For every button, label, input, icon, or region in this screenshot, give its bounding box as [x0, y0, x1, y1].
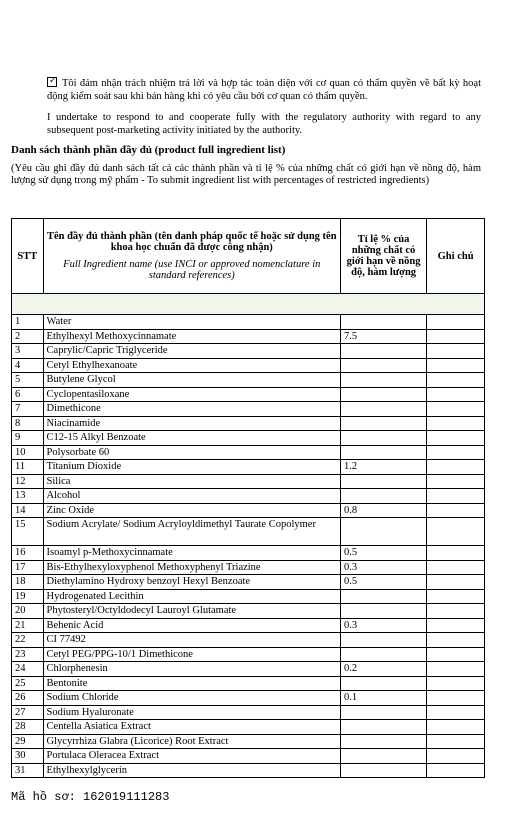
cell-ingredient-name: Silica	[43, 474, 340, 489]
table-row	[12, 676, 485, 691]
cell-stt: 27	[12, 705, 44, 720]
cell-percentage	[340, 763, 426, 778]
cell-percentage	[340, 445, 426, 460]
cell-ingredient-name: Alcohol	[43, 489, 340, 504]
section-title: Danh sách thành phần đầy đủ (product full ingredient list)	[11, 144, 286, 156]
cell-percentage	[340, 676, 426, 691]
cell-note	[427, 734, 485, 749]
cell-ingredient-name: Ethylhexyl Methoxycinnamate	[43, 329, 340, 344]
cell-percentage: 0.5	[340, 546, 426, 561]
cell-note	[427, 445, 485, 460]
cell-percentage: 7.5	[340, 329, 426, 344]
cell-stt: 2	[12, 329, 44, 344]
table-row	[12, 387, 485, 402]
cell-stt: 12	[12, 474, 44, 489]
cell-percentage	[340, 387, 426, 402]
dossier-number: Mã hồ sơ: 162019111283	[11, 790, 170, 804]
cell-note	[427, 705, 485, 720]
cell-percentage: 1.2	[340, 460, 426, 475]
cell-stt: 30	[12, 749, 44, 764]
cell-stt: 20	[12, 604, 44, 619]
cell-ingredient-name: Hydrogenated Lecithin	[43, 589, 340, 604]
cell-stt: 6	[12, 387, 44, 402]
cell-ingredient-name: C12-15 Alkyl Benzoate	[43, 431, 340, 446]
cell-note	[427, 749, 485, 764]
cell-note	[427, 763, 485, 778]
cell-note	[427, 589, 485, 604]
cell-ingredient-name: Butylene Glycol	[43, 373, 340, 388]
table-row	[12, 402, 485, 417]
cell-ingredient-name: Ethylhexylglycerin	[43, 763, 340, 778]
table-row	[12, 431, 485, 446]
table-row	[12, 575, 485, 590]
table-row	[12, 647, 485, 662]
cell-note	[427, 503, 485, 518]
cell-percentage	[340, 315, 426, 330]
cell-percentage: 0.5	[340, 575, 426, 590]
cell-note	[427, 315, 485, 330]
cell-percentage	[340, 489, 426, 504]
header-pct: Tỉ lệ % của những chất có giới hạn về nồng độ, hàm lượng	[340, 219, 426, 294]
cell-percentage	[340, 749, 426, 764]
cell-ingredient-name: Caprylic/Capric Triglyceride	[43, 344, 340, 359]
cell-ingredient-name: Cyclopentasiloxane	[43, 387, 340, 402]
cell-stt: 10	[12, 445, 44, 460]
cell-note	[427, 402, 485, 417]
section-note: (Yêu cầu ghi đầy đủ danh sách tất cả các thành phần và tỉ lệ % của những chất có giới hạn về nồng độ, hàm lượng sử dụng trong mỹ phẩm - To submit ingredient list with percentages of restricted ingredients)	[11, 163, 481, 186]
table-row	[12, 604, 485, 619]
cell-stt: 26	[12, 691, 44, 706]
cell-note	[427, 344, 485, 359]
cell-stt: 16	[12, 546, 44, 561]
cell-percentage	[340, 518, 426, 546]
header-name-vi: Tên đầy đủ thành phần (tên danh pháp quốc tế hoặc sử dụng tên khoa học chuẩn đã được công nhận)	[46, 231, 337, 253]
cell-note	[427, 633, 485, 648]
cell-note	[427, 720, 485, 735]
cell-note	[427, 604, 485, 619]
cell-ingredient-name: Bis-Ethylhexyloxyphenol Methoxyphenyl Triazine	[43, 560, 340, 575]
cell-ingredient-name: Portulaca Oleracea Extract	[43, 749, 340, 764]
cell-percentage	[340, 734, 426, 749]
cell-stt: 5	[12, 373, 44, 388]
cell-percentage	[340, 402, 426, 417]
table-row	[12, 691, 485, 706]
cell-percentage	[340, 344, 426, 359]
table-row	[12, 662, 485, 677]
cell-stt: 31	[12, 763, 44, 778]
cell-note	[427, 387, 485, 402]
cell-note	[427, 546, 485, 561]
cell-stt: 19	[12, 589, 44, 604]
cell-percentage: 0.1	[340, 691, 426, 706]
cell-note	[427, 560, 485, 575]
cell-percentage: 0.3	[340, 618, 426, 633]
cell-ingredient-name: Water	[43, 315, 340, 330]
cell-note	[427, 575, 485, 590]
cell-percentage	[340, 647, 426, 662]
cell-note	[427, 518, 485, 546]
cell-ingredient-name: Glycyrrhiza Glabra (Licorice) Root Extract	[43, 734, 340, 749]
table-row	[12, 560, 485, 575]
cell-ingredient-name: Cetyl Ethylhexanoate	[43, 358, 340, 373]
table-row	[12, 763, 485, 778]
cell-stt: 9	[12, 431, 44, 446]
cell-ingredient-name: Polysorbate 60	[43, 445, 340, 460]
cell-ingredient-name: Sodium Chloride	[43, 691, 340, 706]
cell-note	[427, 618, 485, 633]
table-row	[12, 749, 485, 764]
cell-note	[427, 358, 485, 373]
cell-stt: 23	[12, 647, 44, 662]
cell-note	[427, 431, 485, 446]
cell-percentage	[340, 431, 426, 446]
cell-percentage	[340, 720, 426, 735]
table-row	[12, 344, 485, 359]
cell-ingredient-name: Zinc Oxide	[43, 503, 340, 518]
cell-note	[427, 647, 485, 662]
declaration-vi-text: Tôi đảm nhận trách nhiệm trả lời và hợp tác toàn diện với cơ quan có thẩm quyền về bất kỳ hoạt động kiểm soát sau khi bán hàng khi có yêu cầu bởi cơ quan có thẩm quyền.	[47, 78, 481, 102]
cell-ingredient-name: Diethylamino Hydroxy benzoyl Hexyl Benzoate	[43, 575, 340, 590]
cell-ingredient-name: Cetyl PEG/PPG-10/1 Dimethicone	[43, 647, 340, 662]
cell-stt: 4	[12, 358, 44, 373]
table-row	[12, 589, 485, 604]
cell-percentage	[340, 373, 426, 388]
cell-stt: 7	[12, 402, 44, 417]
cell-stt: 14	[12, 503, 44, 518]
cell-note	[427, 373, 485, 388]
table-row	[12, 329, 485, 344]
cell-stt: 21	[12, 618, 44, 633]
cell-percentage: 0.3	[340, 560, 426, 575]
header-name-en: Full Ingredient name (use INCI or approved nomenclature in standard references)	[63, 259, 321, 281]
cell-ingredient-name: Behenic Acid	[43, 618, 340, 633]
table-row	[12, 633, 485, 648]
table-row	[12, 618, 485, 633]
cell-ingredient-name: Centella Asiatica Extract	[43, 720, 340, 735]
cell-ingredient-name: Dimethicone	[43, 402, 340, 417]
cell-stt: 8	[12, 416, 44, 431]
cell-stt: 28	[12, 720, 44, 735]
cell-note	[427, 691, 485, 706]
table-row	[12, 445, 485, 460]
table-row	[12, 315, 485, 330]
table-row	[12, 705, 485, 720]
cell-ingredient-name: Titanium Dioxide	[43, 460, 340, 475]
table-row	[12, 416, 485, 431]
cell-stt: 22	[12, 633, 44, 648]
cell-ingredient-name: Niacinamide	[43, 416, 340, 431]
cell-stt: 3	[12, 344, 44, 359]
table-row	[12, 546, 485, 561]
table-row	[12, 489, 485, 504]
cell-stt: 15	[12, 518, 44, 546]
table-row	[12, 460, 485, 475]
cell-percentage	[340, 589, 426, 604]
table-row	[12, 734, 485, 749]
cell-ingredient-name: Bentonite	[43, 676, 340, 691]
table-row	[12, 373, 485, 388]
cell-percentage: 0.2	[340, 662, 426, 677]
declaration-vi	[47, 77, 481, 103]
cell-note	[427, 474, 485, 489]
cell-stt: 11	[12, 460, 44, 475]
cell-stt: 25	[12, 676, 44, 691]
cell-stt: 24	[12, 662, 44, 677]
cell-ingredient-name: Isoamyl p-Methoxycinnamate	[43, 546, 340, 561]
table-row	[12, 474, 485, 489]
cell-percentage	[340, 705, 426, 720]
header-note: Ghi chú	[427, 219, 485, 294]
header-stt: STT	[12, 219, 44, 294]
cell-percentage	[340, 474, 426, 489]
cell-note	[427, 416, 485, 431]
cell-note	[427, 329, 485, 344]
table-row	[12, 503, 485, 518]
cell-percentage	[340, 604, 426, 619]
cell-note	[427, 676, 485, 691]
cell-ingredient-name: Phytosteryl/Octyldodecyl Lauroyl Glutamate	[43, 604, 340, 619]
cell-percentage	[340, 416, 426, 431]
cell-note	[427, 662, 485, 677]
cell-stt: 13	[12, 489, 44, 504]
cell-note	[427, 460, 485, 475]
table-header-row	[12, 219, 485, 294]
cell-percentage	[340, 358, 426, 373]
checked-checkbox-icon: ✓	[49, 75, 57, 85]
table-row	[12, 720, 485, 735]
table-row	[12, 358, 485, 373]
cell-note	[427, 489, 485, 504]
declaration-en: I undertake to respond to and cooperate fully with the regulatory authority with regard to any subsequent post-marketing activity initiated by the authority.	[47, 112, 481, 136]
spacer-row	[12, 294, 485, 315]
cell-percentage: 0.8	[340, 503, 426, 518]
ingredient-table	[11, 218, 485, 778]
header-name	[43, 219, 340, 294]
cell-stt: 1	[12, 315, 44, 330]
cell-ingredient-name: Chlorphenesin	[43, 662, 340, 677]
cell-ingredient-name: Sodium Acrylate/ Sodium Acryloyldimethyl Taurate Copolymer	[43, 518, 340, 546]
cell-stt: 18	[12, 575, 44, 590]
cell-stt: 29	[12, 734, 44, 749]
cell-stt: 17	[12, 560, 44, 575]
cell-ingredient-name: Sodium Hyaluronate	[43, 705, 340, 720]
table-row	[12, 518, 485, 546]
cell-ingredient-name: CI 77492	[43, 633, 340, 648]
cell-percentage	[340, 633, 426, 648]
